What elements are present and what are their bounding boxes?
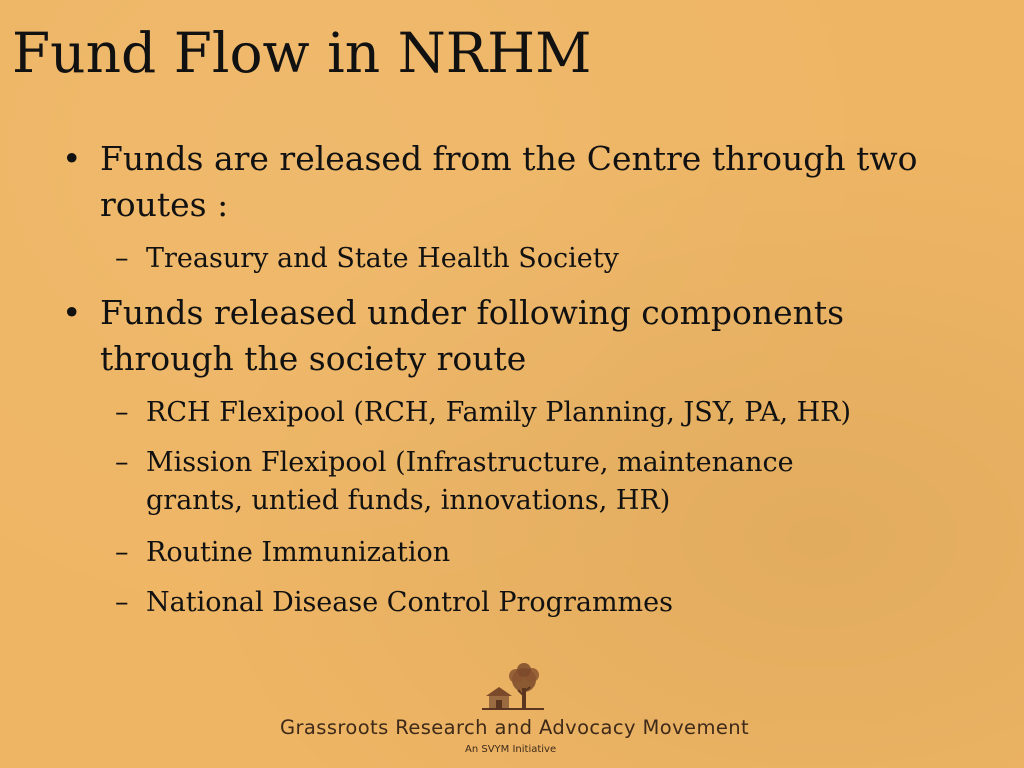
organization-tagline: An SVYM Initiative xyxy=(465,744,557,755)
bullet-icon: • xyxy=(62,293,82,332)
tree-and-house-icon xyxy=(480,662,550,714)
dash-icon: – xyxy=(115,447,129,478)
bullet-icon: • xyxy=(62,139,82,178)
dash-icon: – xyxy=(115,537,129,568)
dash-icon: – xyxy=(115,587,129,618)
sub-item-text: National Disease Control Programmes xyxy=(146,587,673,618)
sub-item xyxy=(115,240,895,278)
sub-item-text: Treasury and State Health Society xyxy=(146,243,619,274)
sub-item xyxy=(115,584,895,622)
slide-title: Fund Flow in NRHM xyxy=(12,21,592,85)
bullet-text: Funds released under following components through the society route xyxy=(100,293,845,378)
bullet-item xyxy=(62,290,962,382)
sub-item xyxy=(115,444,835,520)
organization-name: Grassroots Research and Advocacy Movement xyxy=(280,716,750,739)
bullet-text: Funds are released from the Centre through two routes : xyxy=(100,139,918,224)
sub-item-text: Mission Flexipool (Infrastructure, maintenance grants, untied funds, innovations, HR) xyxy=(146,447,794,516)
sub-item-text: RCH Flexipool (RCH, Family Planning, JSY, PA, HR) xyxy=(146,397,852,428)
dash-icon: – xyxy=(115,243,129,274)
bullet-item xyxy=(62,136,962,228)
sub-item xyxy=(115,394,895,432)
footer-logo xyxy=(280,662,750,758)
dash-icon: – xyxy=(115,397,129,428)
sub-item xyxy=(115,534,895,572)
sub-item-text: Routine Immunization xyxy=(146,537,451,568)
